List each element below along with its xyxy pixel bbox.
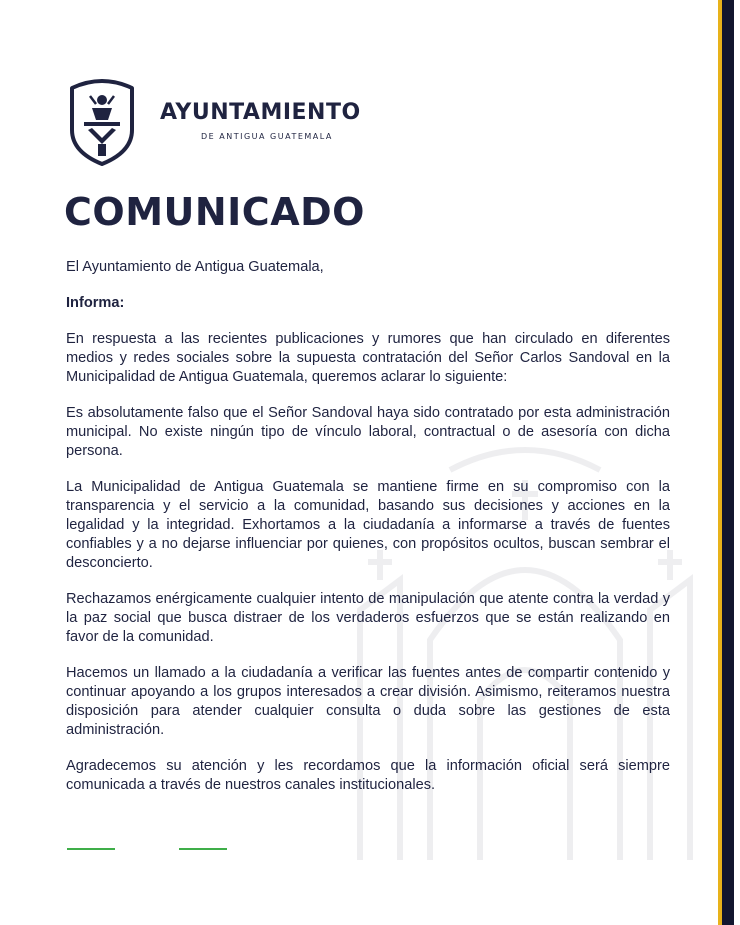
ayuntamiento-emblem-icon — [62, 78, 142, 166]
paragraph-rejection: Rechazamos enérgicamente cualquier intento de manipulación que atente contra la verdad y la paz social que busca distraer de los verdaderos esfuerzos que se están realizando en favor de la comunidad. — [66, 591, 670, 645]
paragraph-call-to-action: Hacemos un llamado a la ciudadanía a verificar las fuentes antes de compartir contenido y continuar apoyando a los grupos interesados a crear división. Asimismo, reiteramos nuestra disposición para atender cualquier consulta o duda sobre las gestiones de esta administración. — [66, 665, 670, 738]
paragraph-commitment: La Municipalidad de Antigua Guatemala se mantiene firme en su compromiso con la transparencia y el servicio a la comunidad, basando sus decisiones y acciones en la legalidad y la integridad. Exhortamos a la ciudadanía a informarse a través de fuentes confiables y a no dejarse influenciar por quienes, con propósitos ocultos, buscan sembrar el desconcierto. — [66, 479, 670, 571]
org-subtitle: DE ANTIGUA GUATEMALA — [201, 132, 333, 141]
statement-body — [66, 258, 670, 812]
paragraph-denial: Es absolutamente falso que el Señor Sandoval haya sido contratado por esta administración municipal. No existe ningún tipo de vínculo laboral, contractual o de asesoría con dicha persona. — [66, 405, 670, 459]
signature-line-left — [67, 848, 115, 850]
navy-edge-stripe — [722, 0, 734, 925]
paragraph-context: En respuesta a las recientes publicaciones y rumores que han circulado en diferentes medios y redes sociales sobre la supuesta contratación del Señor Carlos Sandoval en la Municipalidad de Antigua Guatemala, queremos aclarar lo siguiente: — [66, 331, 670, 385]
org-name: AYUNTAMIENTO — [160, 100, 361, 125]
signature-line-right — [179, 848, 227, 850]
page-title: COMUNICADO — [64, 190, 365, 234]
greeting-line: El Ayuntamiento de Antigua Guatemala, — [66, 259, 324, 275]
informa-label: Informa: — [66, 295, 125, 311]
paragraph-closing: Agradecemos su atención y les recordamos que la información oficial será siempre comunicada a través de nuestros canales institucionales. — [66, 758, 670, 793]
